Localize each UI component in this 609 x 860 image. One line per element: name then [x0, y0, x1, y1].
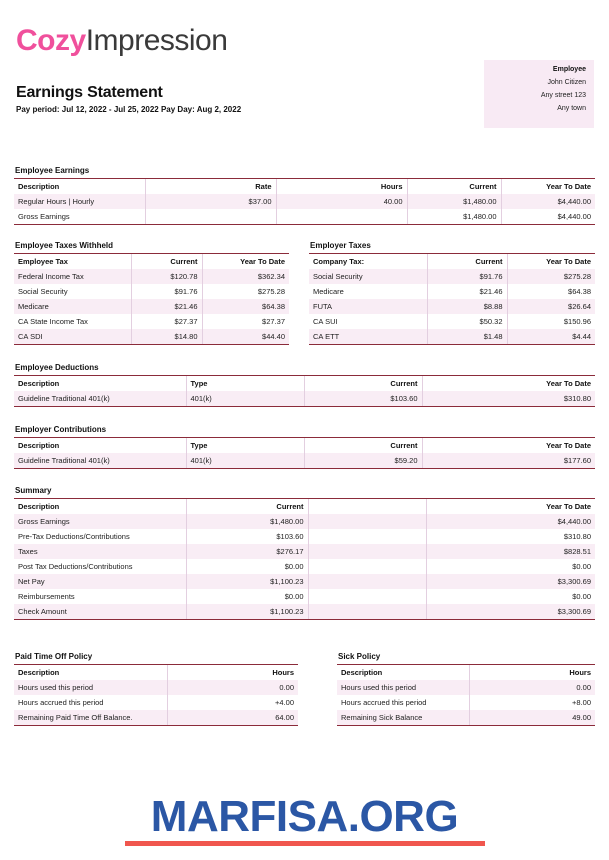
cell-description: Gross Earnings: [14, 209, 145, 225]
table-header-row: [14, 179, 595, 195]
cell-description: Guideline Traditional 401(k): [14, 391, 186, 407]
cell-spacer: [308, 589, 426, 604]
cell-type: 401(k): [186, 453, 304, 469]
col-description: Description: [14, 179, 145, 195]
sick-policy-table: [337, 664, 595, 726]
section-employee-deductions: [14, 363, 595, 407]
cell-tax-name: CA SUI: [309, 314, 427, 329]
table-row: [14, 589, 595, 604]
table-row: [14, 269, 289, 284]
cell-ytd: $310.80: [426, 529, 595, 544]
cell-ytd: $275.28: [507, 269, 595, 284]
col-current: Current: [427, 254, 507, 270]
employee-deductions-table: [14, 375, 595, 407]
col-hours: Hours: [469, 665, 595, 681]
table-row: [309, 299, 595, 314]
cell-ytd: $4,440.00: [426, 514, 595, 529]
cell-ytd: $27.37: [202, 314, 289, 329]
cell-ytd: $177.60: [422, 453, 595, 469]
col-ytd: Year To Date: [422, 376, 595, 392]
cell-current: $1,480.00: [186, 514, 308, 529]
cell-description: Post Tax Deductions/Contributions: [14, 559, 186, 574]
section-title-employee-earnings: Employee Earnings: [15, 166, 90, 175]
cell-ytd: $150.96: [507, 314, 595, 329]
table-row: [309, 284, 595, 299]
col-ytd: Year To Date: [422, 438, 595, 454]
table-row: [309, 269, 595, 284]
employer-contributions-table: [14, 437, 595, 469]
table-row: [14, 574, 595, 589]
col-description: Description: [14, 438, 186, 454]
cell-hours: 49.00: [469, 710, 595, 726]
pto-policy-table: [14, 664, 298, 726]
cell-current: $27.37: [131, 314, 202, 329]
cell-tax-name: Social Security: [309, 269, 427, 284]
cell-tax-name: Social Security: [14, 284, 131, 299]
table-row: [14, 544, 595, 559]
table-row: [337, 680, 595, 695]
table-row: [14, 710, 298, 726]
cell-description: Hours used this period: [14, 680, 167, 695]
cell-description: Check Amount: [14, 604, 186, 620]
section-title-summary: Summary: [15, 486, 52, 495]
company-logo: [16, 26, 227, 56]
employee-name: John Citizen: [547, 79, 586, 86]
employer-taxes-table: [309, 253, 595, 345]
col-type: Type: [186, 376, 304, 392]
table-header-row: [309, 254, 595, 270]
cell-ytd: $0.00: [426, 559, 595, 574]
table-header-row: [14, 438, 595, 454]
employee-town: Any town: [557, 104, 586, 112]
cell-description: Guideline Traditional 401(k): [14, 453, 186, 469]
cell-current: $276.17: [186, 544, 308, 559]
col-ytd: Year To Date: [501, 179, 595, 195]
cell-description: Reimbursements: [14, 589, 186, 604]
page-title: Earnings Statement: [16, 84, 163, 101]
section-title-pto: Paid Time Off Policy: [15, 652, 93, 661]
cell-hours: 0.00: [167, 680, 298, 695]
section-employee-taxes: [14, 241, 289, 345]
col-description: Description: [337, 665, 469, 681]
cell-current: $91.76: [131, 284, 202, 299]
table-header-row: [337, 665, 595, 681]
table-row: [14, 314, 289, 329]
col-employee-tax: Employee Tax: [14, 254, 131, 270]
cell-current: $0.00: [186, 589, 308, 604]
section-employer-taxes: [309, 241, 595, 345]
cell-ytd: $64.38: [202, 299, 289, 314]
col-type: Type: [186, 438, 304, 454]
cell-rate: [145, 209, 276, 225]
cell-ytd: $64.38: [507, 284, 595, 299]
col-current: Current: [304, 376, 422, 392]
cell-current: $14.80: [131, 329, 202, 345]
cell-tax-name: FUTA: [309, 299, 427, 314]
cell-description: Net Pay: [14, 574, 186, 589]
cell-description: Hours accrued this period: [14, 695, 167, 710]
cell-current: $1,100.23: [186, 604, 308, 620]
cell-tax-name: Medicare: [309, 284, 427, 299]
table-row: [14, 680, 298, 695]
cell-spacer: [308, 604, 426, 620]
cell-ytd: $4.44: [507, 329, 595, 345]
cell-spacer: [308, 559, 426, 574]
cell-current: $0.00: [186, 559, 308, 574]
cell-ytd: $362.34: [202, 269, 289, 284]
col-hours: Hours: [167, 665, 298, 681]
cell-hours: 40.00: [276, 194, 407, 209]
cell-current: $21.46: [131, 299, 202, 314]
section-pto-policy: [14, 652, 298, 726]
col-ytd: Year To Date: [426, 499, 595, 515]
section-employer-contributions: [14, 425, 595, 469]
employee-taxes-table: [14, 253, 289, 345]
section-sick-policy: [337, 652, 595, 726]
logo-text-primary: Cozy: [16, 24, 86, 57]
cell-description: Taxes: [14, 544, 186, 559]
table-row: [14, 284, 289, 299]
cell-current: $21.46: [427, 284, 507, 299]
cell-current: $1,480.00: [407, 209, 501, 225]
cell-spacer: [308, 544, 426, 559]
employee-info-box: [484, 60, 594, 128]
table-row: [14, 529, 595, 544]
cell-hours: 0.00: [469, 680, 595, 695]
table-header-row: [14, 499, 595, 515]
cell-description: Remaining Sick Balance: [337, 710, 469, 726]
table-row: [14, 299, 289, 314]
table-row: [14, 453, 595, 469]
cell-description: Hours used this period: [337, 680, 469, 695]
section-title-employer-taxes: Employer Taxes: [310, 241, 371, 250]
cell-current: $103.60: [186, 529, 308, 544]
employee-box-title: Employee: [552, 66, 586, 73]
col-ytd: Year To Date: [202, 254, 289, 270]
cell-description: Regular Hours | Hourly: [14, 194, 145, 209]
cell-tax-name: Medicare: [14, 299, 131, 314]
logo-text-secondary: Impression: [85, 24, 228, 57]
cell-tax-name: CA State Income Tax: [14, 314, 131, 329]
cell-ytd: $275.28: [202, 284, 289, 299]
table-row: [14, 604, 595, 620]
employee-street: Any street 123: [540, 91, 586, 99]
table-header-row: [14, 376, 595, 392]
cell-ytd: $4,440.00: [501, 194, 595, 209]
section-title-sick: Sick Policy: [338, 652, 381, 661]
table-row: [14, 209, 595, 225]
table-row: [14, 695, 298, 710]
watermark-rule: [125, 841, 485, 846]
cell-current: $120.78: [131, 269, 202, 284]
cell-hours: +4.00: [167, 695, 298, 710]
cell-current: $1.48: [427, 329, 507, 345]
col-hours: Hours: [276, 179, 407, 195]
col-rate: Rate: [145, 179, 276, 195]
table-row: [309, 329, 595, 345]
table-row: [14, 194, 595, 209]
cell-tax-name: CA SDI: [14, 329, 131, 345]
cell-current: $1,100.23: [186, 574, 308, 589]
cell-ytd: $3,300.69: [426, 604, 595, 620]
summary-table: [14, 498, 595, 620]
table-row: [337, 695, 595, 710]
cell-type: 401(k): [186, 391, 304, 407]
cell-description: Pre-Tax Deductions/Contributions: [14, 529, 186, 544]
table-header-row: [14, 665, 298, 681]
section-title-employee-taxes: Employee Taxes Withheld: [15, 241, 114, 250]
cell-current: $59.20: [304, 453, 422, 469]
cell-hours: 64.00: [167, 710, 298, 726]
table-row: [337, 710, 595, 726]
cell-spacer: [308, 514, 426, 529]
cell-current: $1,480.00: [407, 194, 501, 209]
table-row: [14, 329, 289, 345]
cell-ytd: $44.40: [202, 329, 289, 345]
table-header-row: [14, 254, 289, 270]
cell-ytd: $828.51: [426, 544, 595, 559]
cell-spacer: [308, 574, 426, 589]
col-description: Description: [14, 665, 167, 681]
cell-ytd: $26.64: [507, 299, 595, 314]
cell-current: $50.32: [427, 314, 507, 329]
cell-current: $91.76: [427, 269, 507, 284]
cell-spacer: [308, 529, 426, 544]
col-company-tax: Company Tax:: [309, 254, 427, 270]
cell-current: $103.60: [304, 391, 422, 407]
col-current: Current: [186, 499, 308, 515]
table-row: [14, 514, 595, 529]
watermark: [0, 792, 609, 846]
col-current: Current: [304, 438, 422, 454]
col-ytd: Year To Date: [507, 254, 595, 270]
table-row: [14, 391, 595, 407]
section-summary: [14, 486, 595, 620]
table-row: [14, 559, 595, 574]
cell-hours: [276, 209, 407, 225]
cell-description: Remaining Paid Time Off Balance.: [14, 710, 167, 726]
cell-ytd: $310.80: [422, 391, 595, 407]
col-description: Description: [14, 376, 186, 392]
table-row: [309, 314, 595, 329]
col-current: Current: [131, 254, 202, 270]
cell-ytd: $0.00: [426, 589, 595, 604]
col-current: Current: [407, 179, 501, 195]
watermark-text: MARFISA.ORG: [150, 792, 459, 841]
section-employee-earnings: [14, 166, 595, 225]
employee-earnings-table: [14, 178, 595, 225]
section-title-employee-deductions: Employee Deductions: [15, 363, 99, 372]
pay-period-text: Pay period: Jul 12, 2022 - Jul 25, 2022 Pay Day: Aug 2, 2022: [16, 105, 242, 114]
cell-ytd: $4,440.00: [501, 209, 595, 225]
cell-description: Gross Earnings: [14, 514, 186, 529]
cell-description: Hours accrued this period: [337, 695, 469, 710]
col-spacer: [308, 499, 426, 515]
cell-ytd: $3,300.69: [426, 574, 595, 589]
col-description: Description: [14, 499, 186, 515]
cell-tax-name: Federal Income Tax: [14, 269, 131, 284]
cell-current: $8.88: [427, 299, 507, 314]
section-title-employer-contributions: Employer Contributions: [15, 425, 107, 434]
cell-tax-name: CA ETT: [309, 329, 427, 345]
cell-rate: $37.00: [145, 194, 276, 209]
cell-hours: +8.00: [469, 695, 595, 710]
